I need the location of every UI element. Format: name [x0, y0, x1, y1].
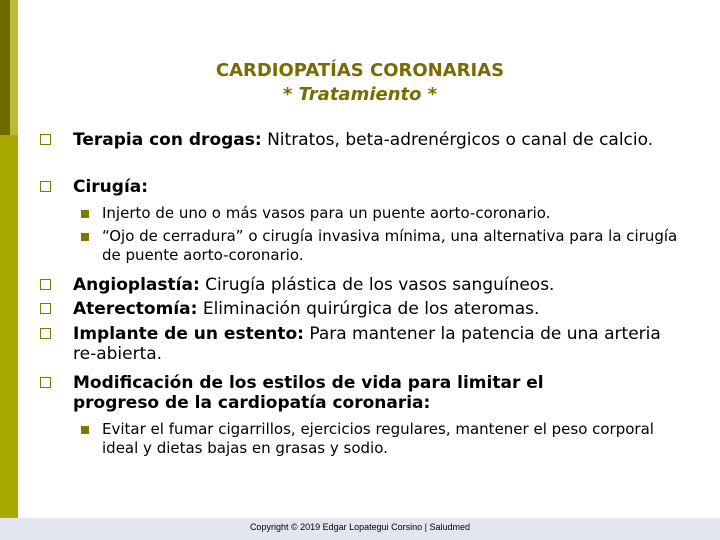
- sub-list-item: “Ojo de cerradura” o cirugía invasiva mínima, una alternativa para la cirugía de puente aorto-coronario.: [102, 227, 678, 264]
- sub-list-item: Injerto de uno o más vasos para un puente aorto-coronario.: [102, 204, 551, 222]
- square-bullet-icon: [40, 377, 51, 388]
- square-bullet-icon: [40, 303, 51, 314]
- slide-title: CARDIOPATÍAS CORONARIAS: [215, 60, 505, 81]
- square-bullet-icon: [40, 181, 51, 192]
- list-item: [73, 275, 673, 295]
- list-item: [73, 130, 673, 150]
- item-label: Angioplastía:: [73, 275, 200, 295]
- square-bullet-icon: [40, 279, 51, 290]
- slide-subtitle: * Tratamiento *: [282, 84, 438, 105]
- copyright-footer: Copyright © 2019 Edgar Lopategui Corsino | Saludmed: [249, 522, 471, 532]
- item-label: Terapia con drogas:: [73, 130, 262, 150]
- item-label: Cirugía:: [73, 177, 149, 197]
- list-item: [73, 324, 683, 364]
- square-bullet-icon: [40, 328, 51, 339]
- sub-list-item: Evitar el fumar cigarrillos, ejercicios regulares, mantener el peso corporal ideal y dietas bajas en grasas y sodio.: [102, 420, 654, 457]
- item-text: Eliminación quirúrgica de los ateromas.: [197, 299, 540, 319]
- filled-square-bullet-icon: [81, 426, 89, 434]
- list-item: [73, 373, 633, 413]
- sidebar-accent-light: [0, 135, 18, 520]
- item-label: Aterectomía:: [73, 299, 198, 319]
- item-text: Para mantener la patencia de una arteria re-abierta.: [73, 324, 661, 364]
- item-text: Cirugía plástica de los vasos sanguíneos.: [199, 275, 555, 295]
- item-label: Implante de un estento:: [73, 324, 304, 344]
- item-label: Modificación de los estilos de vida para limitar el progreso de la cardiopatía coronaria:: [73, 373, 544, 413]
- list-item: [73, 177, 673, 197]
- square-bullet-icon: [40, 134, 51, 145]
- list-item: [73, 299, 673, 319]
- filled-square-bullet-icon: [81, 210, 89, 218]
- filled-square-bullet-icon: [81, 233, 89, 241]
- item-text: Nitratos, beta-adrenérgicos o canal de calcio.: [261, 130, 654, 150]
